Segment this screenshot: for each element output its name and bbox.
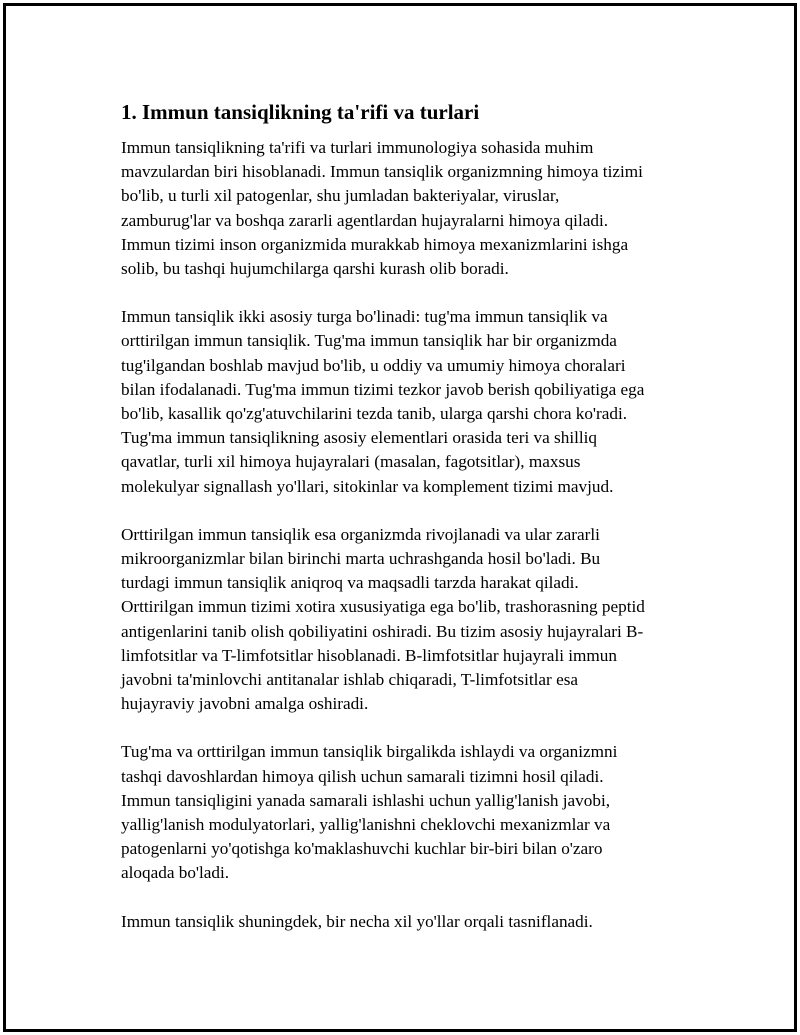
text-line: bo'lib, u turli xil patogenlar, shu jumladan bakteriyalar, viruslar, — [121, 186, 560, 206]
paragraph-list — [121, 136, 701, 934]
text-line: solib, bu tashqi hujumchilarga qarshi kurash olib boradi. — [121, 259, 509, 279]
text-line: hujayraviy javobni amalga oshiradi. — [121, 694, 369, 714]
text-line: antigenlarini tanib olish qobiliyatini oshiradi. Bu tizim asosiy hujayralari B- — [121, 621, 644, 641]
paragraph — [121, 740, 701, 885]
text-line: qavatlar, turli xil himoya hujayralari (masalan, fagotsitlar), maxsus — [121, 452, 581, 472]
document-content — [121, 98, 701, 958]
text-line: patogenlarni yo'qotishga ko'maklashuvchi kuchlar bir-biri bilan o'zaro — [121, 839, 603, 859]
text-line: Tug'ma immun tansiqlikning asosiy elementlari orasida teri va shilliq — [121, 428, 598, 448]
text-line: mikroorganizmlar bilan birinchi marta uchrashganda hosil bo'ladi. Bu — [121, 549, 601, 569]
paragraph — [121, 305, 701, 499]
text-line: tashqi davoshlardan himoya qilish uchun samarali tizimni hosil qiladi. — [121, 766, 604, 786]
text-line: Immun tansiqligini yanada samarali ishlashi uchun yallig'lanish javobi, — [121, 790, 611, 810]
text-line: bilan ifodalanadi. Tug'ma immun tizimi tezkor javob berish qobiliyatiga ega — [121, 379, 645, 399]
section-heading: 1. Immun tansiqlikning ta'rifi va turlari — [121, 100, 480, 124]
text-line: Immun tansiqlik ikki asosiy turga bo'linadi: tug'ma immun tansiqlik va — [121, 307, 608, 327]
text-line: aloqada bo'ladi. — [121, 863, 230, 883]
text-line: yallig'lanish modulyatorlari, yallig'lanishni cheklovchi mexanizmlar va — [121, 815, 611, 835]
text-line: javobni ta'minlovchi antitanalar ishlab chiqaradi, T-limfotsitlar esa — [121, 670, 579, 690]
text-line: mavzulardan biri hisoblanadi. Immun tansiqlik organizmning himoya tizimi — [121, 162, 643, 182]
page-frame — [3, 3, 797, 1032]
paragraph — [121, 136, 701, 281]
text-line: tug'ilgandan boshlab mavjud bo'lib, u oddiy va umumiy himoya choralari — [121, 355, 626, 375]
text-line: zamburug'lar va boshqa zararli agentlardan hujayralarni himoya qiladi. — [121, 210, 609, 230]
text-line: Immun tansiqlik shuningdek, bir necha xil yo'llar orqali tasniflanadi. — [121, 911, 593, 931]
text-line: Orttirilgan immun tizimi xotira xususiyatiga ega bo'lib, trashorasning peptid — [121, 597, 645, 617]
text-line: Tug'ma va orttirilgan immun tansiqlik birgalikda ishlaydi va organizmni — [121, 742, 618, 762]
text-line: Immun tansiqlikning ta'rifi va turlari immunologiya sohasida muhim — [121, 138, 594, 157]
text-line: limfotsitlar va T-limfotsitlar hisoblanadi. B-limfotsitlar hujayrali immun — [121, 645, 617, 665]
text-line: orttirilgan immun tansiqlik. Tug'ma immun tansiqlik har bir organizmda — [121, 331, 617, 351]
text-line: bo'lib, kasallik qo'zg'atuvchilarini tezda tanib, ularga qarshi chora ko'radi. — [121, 404, 628, 424]
paragraph — [121, 910, 701, 934]
text-line: turdagi immun tansiqlik aniqroq va maqsadli tarzda harakat qiladi. — [121, 573, 579, 593]
text-line: molekulyar signallash yo'llari, sitokinlar va komplement tizimi mavjud. — [121, 476, 614, 496]
text-line: Orttirilgan immun tansiqlik esa organizmda rivojlanadi va ular zararli — [121, 524, 600, 544]
paragraph — [121, 523, 701, 717]
text-line: Immun tizimi inson organizmida murakkab himoya mexanizmlarini ishga — [121, 234, 629, 254]
